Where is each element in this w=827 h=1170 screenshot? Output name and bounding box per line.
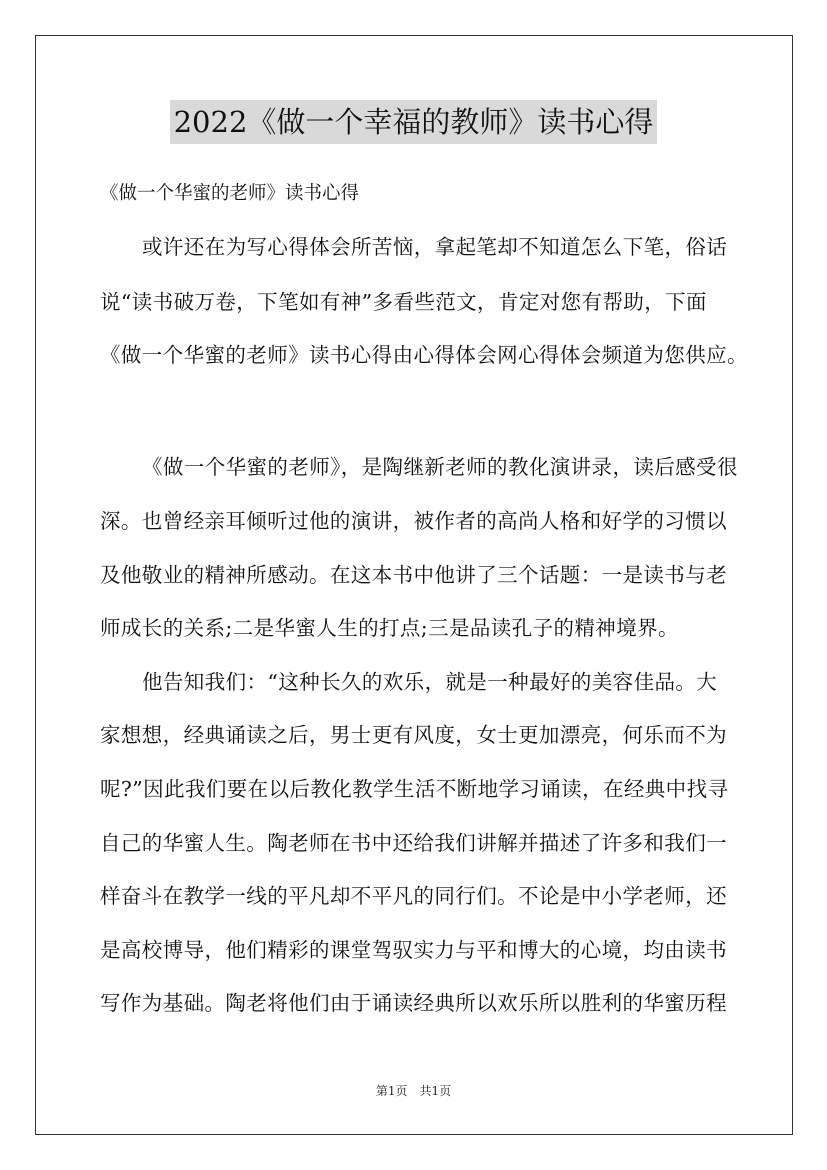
paragraph-3-line-3: 呢?”因此我们要在以后教化教学生活不断地学习诵读，在经典中找寻 bbox=[100, 777, 729, 801]
document-title: 2022《做一个幸福的教师》读书心得 bbox=[170, 100, 658, 144]
paragraph-1-line-3: 《做一个华蜜的老师》读书心得由心得体会网心得体会频道为您供应。 bbox=[100, 343, 748, 367]
paragraph-3-line-6: 是高校博导，他们精彩的课堂驾驭实力与平和博大的心境，均由读书 bbox=[100, 938, 727, 962]
document-subtitle: 《做一个华蜜的老师》读书心得 bbox=[100, 183, 360, 204]
paragraph-2-line-1: 《做一个华蜜的老师》，是陶继新老师的教化演讲录，读后感受很 bbox=[142, 455, 738, 479]
paragraph-1-line-1: 或许还在为写心得体会所苦恼，拿起笔却不知道怎么下笔，俗话 bbox=[142, 235, 728, 259]
paragraph-2-line-2: 深。也曾经亲耳倾听过他的演讲，被作者的高尚人格和好学的习惯以 bbox=[100, 509, 727, 533]
paragraph-1-line-2: 说“读书破万卷，下笔如有神”多看些范文，肯定对您有帮助，下面 bbox=[100, 290, 707, 314]
title-container bbox=[0, 100, 827, 144]
paragraph-2-line-3: 及他敬业的精神所感动。在这本书中他讲了三个话题：一是读书与老 bbox=[100, 563, 727, 587]
paragraph-3-line-4: 自己的华蜜人生。陶老师在书中还给我们讲解并描述了许多和我们一 bbox=[100, 831, 727, 855]
paragraph-3-line-1: 他告知我们：“这种长久的欢乐，就是一种最好的美容佳品。大 bbox=[142, 670, 718, 694]
paragraph-3-line-5: 样奋斗在教学一线的平凡却不平凡的同行们。不论是中小学老师，还 bbox=[100, 884, 727, 908]
paragraph-3-line-7: 写作为基础。陶老将他们由于诵读经典所以欢乐所以胜利的华蜜历程 bbox=[100, 991, 727, 1015]
paragraph-2-line-4: 师成长的关系;二是华蜜人生的打点;三是品读孔子的精神境界。 bbox=[100, 616, 679, 640]
paragraph-3-line-2: 家想想，经典诵读之后，男士更有风度，女士更加漂亮，何乐而不为 bbox=[100, 723, 727, 747]
page-number: 第1页 共1页 bbox=[375, 1084, 452, 1098]
